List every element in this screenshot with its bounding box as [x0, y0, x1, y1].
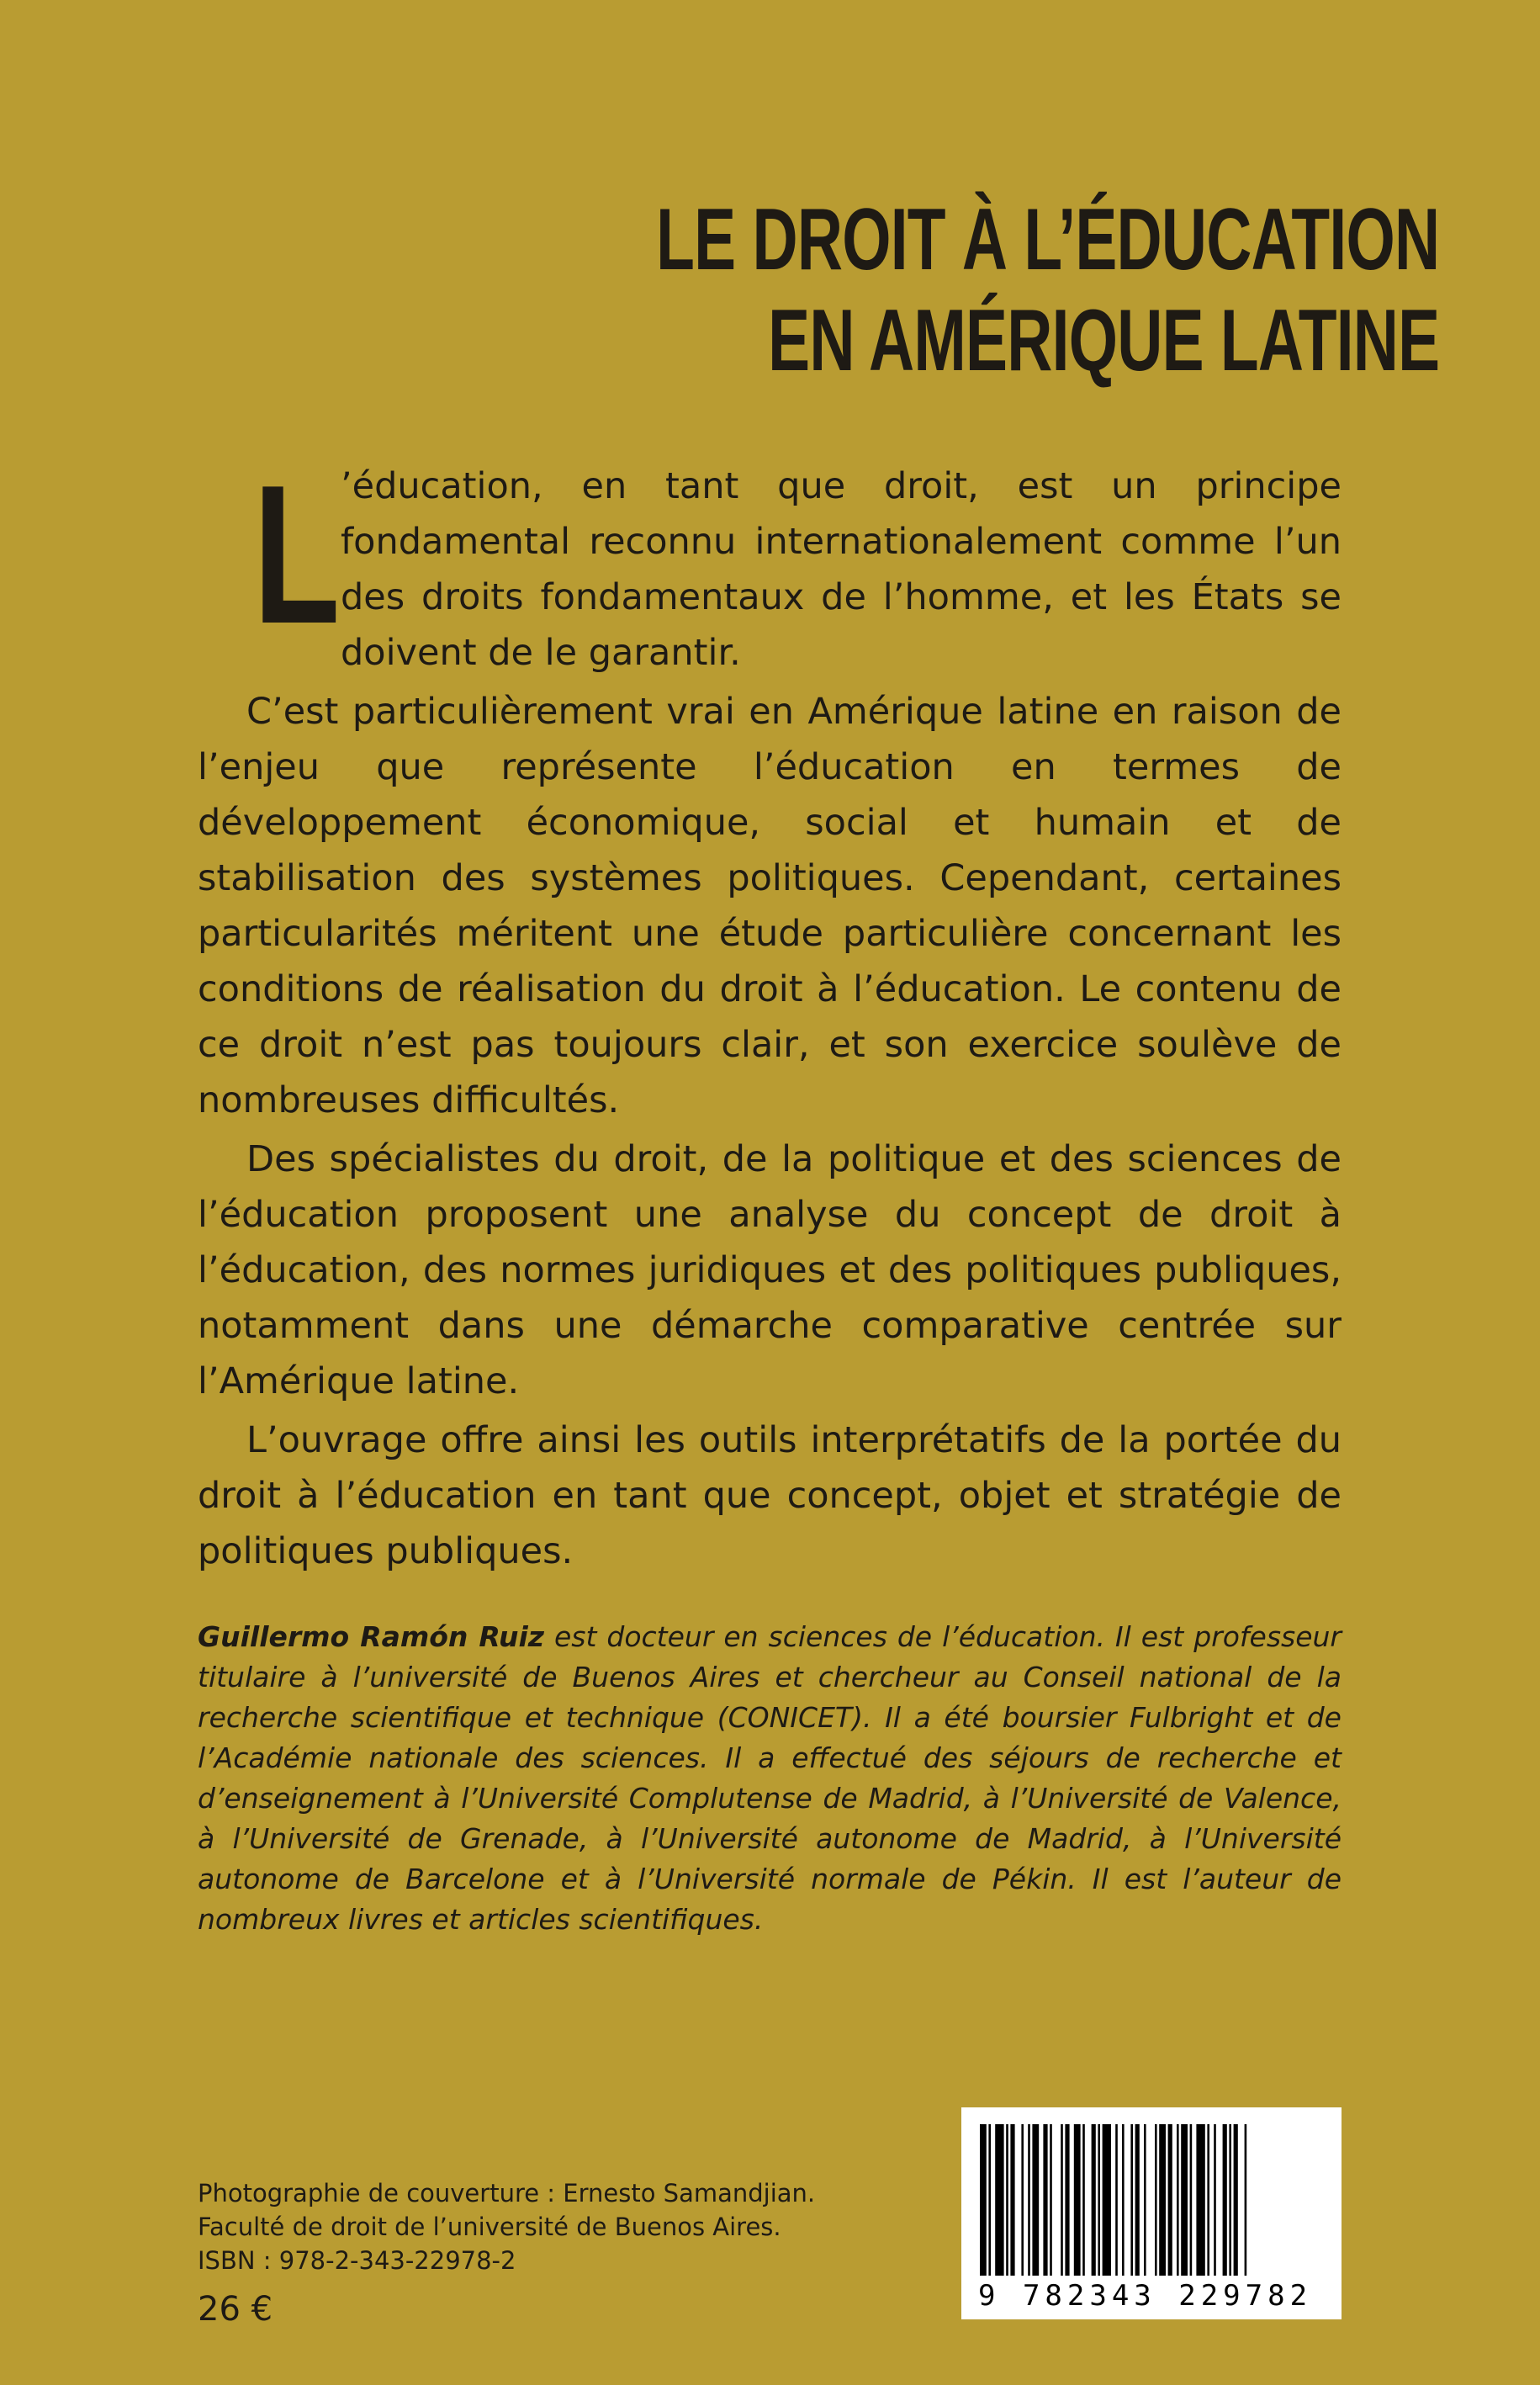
- barcode-bar: [1061, 2124, 1063, 2276]
- barcode-bar: [1223, 2124, 1227, 2276]
- barcode-bar: [1245, 2124, 1247, 2276]
- price: 26 €: [198, 2290, 273, 2329]
- barcode-bar: [1229, 2124, 1231, 2276]
- barcode-bar: [1032, 2124, 1039, 2276]
- blurb-paragraph-1-text: ’éducation, en tant que droit, est un principe fondamental reconnu internationalement comme l’un des droits fondamentaux de l’homme, et les États se doivent de le garantir.: [341, 465, 1342, 674]
- barcode-bar: [1115, 2124, 1118, 2276]
- barcode-bar: [1190, 2124, 1193, 2276]
- barcode-bar: [1092, 2124, 1096, 2276]
- isbn: ISBN : 978-2-343-22978-2: [198, 2246, 516, 2275]
- barcode-bar: [1122, 2124, 1125, 2276]
- barcode-bar: [1043, 2124, 1047, 2276]
- barcode: [961, 2107, 1342, 2319]
- barcode-bar: [1144, 2124, 1146, 2276]
- blurb-paragraph-2: C’est particulièrement vrai en Amérique latine en raison de l’enjeu que représente l’éducation en termes de développement économique, social et humain et de stabilisation des systèmes politiques. Cependant, certaines particularités méritent une étude particulière concernant les conditions de réalisation du droit à l’éducation. Le contenu de ce droit n’est pas toujours clair, et son exercice soulève de nombreuses difficultés.: [198, 691, 1342, 1121]
- barcode-bar: [1181, 2124, 1188, 2276]
- book-title: [656, 189, 1439, 391]
- barcode-bar: [1082, 2124, 1085, 2276]
- barcode-bar: [1177, 2124, 1179, 2276]
- barcode-bar: [1135, 2124, 1140, 2276]
- author-bio: [198, 1617, 1342, 1940]
- barcode-bar: [1159, 2124, 1166, 2276]
- barcode-bars-icon: [980, 2124, 1325, 2276]
- blurb-paragraph-4: L’ouvrage offre ainsi les outils interprétatifs de la portée du droit à l’éducation en tant que concept, objet et stratégie de politiques publiques.: [198, 1419, 1342, 1572]
- barcode-bar: [1234, 2124, 1238, 2276]
- barcode-bar: [1168, 2124, 1172, 2276]
- author-bio-text: est docteur en sciences de l’éducation. Il est professeur titulaire à l’université de Buenos Aires et chercheur au Conseil national de la recherche scientifique et technique (CONICET). Il a été boursier Fulbright et de l’Académie nationale des sciences. Il a effectué des séjours de recherche et d’enseignement à l’Université Complutense de Madrid, à l’Université de Valence, à l’Université de Grenade, à l’Université autonome de Madrid, à l’Université autonome de Barcelone et à l’Université normale de Pékin. Il est l’auteur de nombreux livres et articles scientifiques.: [198, 1620, 1342, 1936]
- blurb: [198, 443, 1342, 1579]
- barcode-bar: [1103, 2124, 1111, 2276]
- barcode-bar: [988, 2124, 991, 2276]
- credits: [198, 2176, 815, 2277]
- barcode-bar: [1010, 2124, 1014, 2276]
- barcode-bar: [1021, 2124, 1024, 2276]
- barcode-bar: [1065, 2124, 1069, 2276]
- title-line-1: LE DROIT À L’ÉDUCATION: [655, 191, 1439, 289]
- title-line-2: EN AMÉRIQUE LATINE: [767, 292, 1439, 390]
- barcode-bar: [1155, 2124, 1157, 2276]
- drop-cap: L: [253, 443, 341, 665]
- barcode-bar: [1098, 2124, 1100, 2276]
- barcode-bar: [1050, 2124, 1052, 2276]
- barcode-bar: [1006, 2124, 1008, 2276]
- barcode-bar: [1196, 2124, 1204, 2276]
- barcode-bar: [1130, 2124, 1133, 2276]
- barcode-bar: [1214, 2124, 1216, 2276]
- author-name: Guillermo Ramón Ruiz: [198, 1620, 545, 1653]
- barcode-bar: [995, 2124, 1003, 2276]
- barcode-bar: [1028, 2124, 1030, 2276]
- photo-credit: Photographie de couverture : Ernesto Samandjian.: [198, 2179, 816, 2207]
- barcode-digits: 9 782343 229782: [978, 2279, 1313, 2313]
- barcode-bar: [1207, 2124, 1209, 2276]
- photo-location: Faculté de droit de l’université de Buenos Aires.: [198, 2213, 781, 2241]
- blurb-paragraph-1: [198, 443, 1342, 681]
- barcode-bar: [1074, 2124, 1081, 2276]
- blurb-paragraph-3: Des spécialistes du droit, de la politique et des sciences de l’éducation proposent une analyse du concept de droit à l’éducation, des normes juridiques et des politiques publiques, notamment dans une démarche comparative centrée sur l’Amérique latine.: [198, 1138, 1342, 1402]
- barcode-bar: [980, 2124, 987, 2276]
